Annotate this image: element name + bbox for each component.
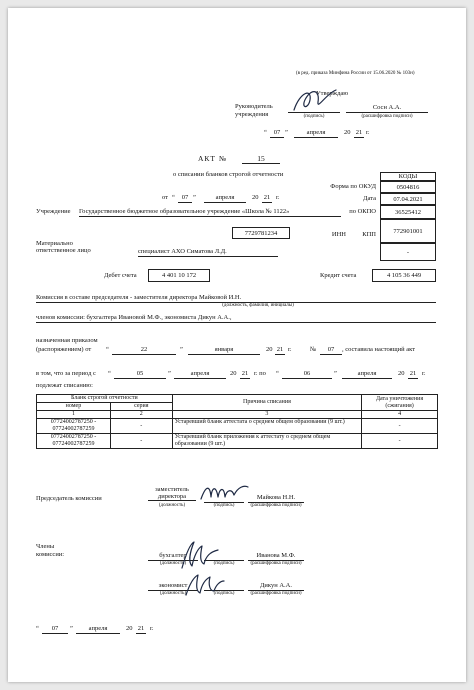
writeoff-table [36,394,438,449]
member-1-position: бухгалтер [148,552,198,561]
act-subtitle: о списании бланков строгой отчетности [173,171,284,178]
chair-position-caption: (должность) [158,503,186,508]
row-reason: Устаревший бланк приложения к аттестату о среднем общем образовании (9 шт.) [172,434,361,449]
blank-code: - [380,243,436,261]
order-year-suffix: г. [288,346,292,353]
approve-label: Утверждаю [316,90,349,97]
doc-date-prefix: от [162,194,169,201]
institution-name: Государственное бюджетное образовательное учреждение «Школа № 1122» [79,208,341,217]
member-2-position: экономист [148,582,198,591]
director-name: Сосн А.А. [346,104,428,113]
row-number: 07724002787250 - 07724002787259 [37,434,111,449]
member-2-position-caption: (должность) [159,591,187,596]
member-2-signature-caption: (подпись) [213,591,235,596]
member-1-position-caption: (должность) [159,561,187,566]
order-line2-label: (распоряжением) от [36,346,92,353]
chair-signature [198,479,250,505]
director-position: Руководитель учреждения [235,103,273,118]
order-line1: назначенная приказом [36,337,98,344]
order-year: 21 [276,346,284,353]
commission-caption: (должность, фамилия, инициалы) [222,303,294,308]
document-sheet: (в ред. приказа Минфина России от 15.06.2020 № 103н) Утверждаю Руководитель учреждения (подпись) Сосн А.А. (расшифровка подписи) “ 07 ” апреля 20 21 г. АКТ № 15 о списании бланков строгой отчетности КОДЫ 0504816 07.04.2021 36525412 772901001 - Форма по ОКУД Дата по ОКПО КПП от “ 07 ” апреля 20 21 г. Учреждение Государственное бюджетное образовательное учреждение «Школа № 1122» ИНН 7729781234 Материально ответственное лицо специалист АХО Симатова Л.Д. Дебет счета 4 401 10 172 Кредит счета 4 105 36 449 Комиссия в составе председателя - заместителя директора Майковой И.Н. (должность, фамилия, инициалы) членов комиссии: бухгалтера Ивановой М.Ф., экономиста Дикун А.А., назначенная приказом (распоряжением) от “ 22 ” января 20 21 г. № 07 , составила настоящий акт в том, что за период с “ 05 ” апреля 20 21 г. по “ 06 ” апреля 20 21 г. подлежат списанию: Бланк строгой отчетности Причина списания Дата уничтожения (сжигания) номер серия 1 2 3 4 07724002787250 - 07724002787259 - Устаревший бланк аттестата о среднем общем образовании (9 шт.) - 07724002787250 - 07724002787259 - Устаревший бланк приложения к аттестату о среднем общем образовании (9 шт.) - Председатель комиссии заместитель директора (должность) (подпись) Майкова Н.Н. (расшифровка подписи) Члены комиссии: бухгалтер (должность) (подпись) Иванова М.Ф. (расшифровка подписи) экономист (должность) (подпись) Дикун А.А. (расшифровка подписи) “ 07 ” апреля 20 21 г. [8,8,466,682]
okud-label: Форма по ОКУД [330,183,376,190]
debit-label: Дебет счета [104,272,137,279]
footer-year-prefix: 20 [126,625,133,632]
okpo-label: по ОКПО [349,208,376,215]
chair-name-caption: (расшифровка подписи) [250,503,302,508]
commission-text: Комиссия в составе председателя - заместителя директора Майковой И.Н. [36,294,436,303]
doc-date-month: апреля [204,194,246,203]
okud-code: 0504816 [380,181,436,193]
chair-name: Майкова Н.Н. [248,494,304,503]
table-col-date: Дата уничтожения (сжигания) [362,395,438,411]
row-date: - [362,434,438,449]
member-1-name: Иванова М.Ф. [248,552,304,561]
order-day: 22 [112,346,176,355]
doc-date-suffix: г. [276,194,280,201]
footer-year: 21 [137,625,145,632]
period-from-year-prefix: 20 [230,370,237,377]
approval-year: 21 [355,129,363,136]
table-col-series: серия [110,403,172,411]
commission-members: членов комиссии: бухгалтера Ивановой М.Ф., экономиста Дикун А.А., [36,314,436,323]
row-number: 07724002787250 - 07724002787259 [37,419,111,434]
approval-day: 07 [270,129,284,138]
doc-date-year: 21 [263,194,271,201]
responsible-name: специалист АХО Симатова Л.Д. [138,248,278,257]
director-signature-caption: (подпись) [303,114,325,119]
credit-value: 4 105 36 449 [372,269,436,282]
doc-date-year-prefix: 20 [252,194,259,201]
order-month: января [188,346,260,355]
date-label: Дата [363,195,376,202]
member-1-signature-caption: (подпись) [213,561,235,566]
approval-month: апреля [294,129,338,138]
member-1-name-caption: (расшифровка подписи) [250,561,302,566]
period-from-year: 21 [241,370,249,377]
order-number: 07 [320,346,342,355]
doc-date-day: 07 [178,194,192,203]
row-date: - [362,419,438,434]
table-index-cell: 4 [362,411,438,419]
footer-month: апреля [76,625,120,634]
codes-header: КОДЫ [380,172,436,181]
chair-signature-caption: (подпись) [213,503,235,508]
institution-label: Учреждение [36,208,71,215]
director-signature [290,84,342,116]
chair-label: Председатель комиссии [36,495,102,502]
kpp-code: 772901001 [380,219,436,243]
debit-value: 4 401 10 172 [148,269,210,282]
member-2-name: Дикун А.А. [248,582,304,591]
period-to-year-prefix: 20 [398,370,405,377]
period-to-label: г. по [254,370,266,377]
revision-note: (в ред. приказа Минфина России от 15.06.2020 № 103н) [296,71,415,76]
okpo-code: 36525412 [380,205,436,219]
period-to-month: апреля [342,370,392,379]
credit-label: Кредит счета [320,272,357,279]
table-group-header: Бланк строгой отчетности [37,395,173,403]
order-number-sign: № [310,346,317,353]
date-code: 07.04.2021 [380,193,436,205]
responsible-label: Материально ответственное лицо [36,240,91,254]
table-row [37,419,438,434]
act-number: 15 [242,155,280,164]
order-year-prefix: 20 [266,346,273,353]
table-row [37,434,438,449]
period-to-year: 21 [409,370,417,377]
table-col-reason: Причина списания [172,395,361,411]
period-from-month: апреля [174,370,226,379]
approval-year-prefix: 20 [344,129,351,136]
row-series: - [110,419,172,434]
inn-value: 7729781234 [232,227,290,239]
row-reason: Устаревший бланк аттестата о среднем общем образовании (9 шт.) [172,419,361,434]
subject-line: подлежат списанию: [36,382,93,389]
table-index-cell: 2 [110,411,172,419]
approval-year-suffix: г. [366,129,370,136]
act-label: АКТ № [198,154,228,163]
inn-label: ИНН [331,231,346,238]
table-index-cell: 3 [172,411,361,419]
member-2-name-caption: (расшифровка подписи) [250,591,302,596]
members-label: Члены комиссии: [36,543,65,558]
director-name-caption: (расшифровка подписи) [361,114,413,119]
table-col-number: номер [37,403,111,411]
footer-year-suffix: г. [150,625,154,632]
chair-position: заместитель директора [148,486,196,501]
period-to-day: 06 [282,370,332,379]
row-series: - [110,434,172,449]
table-index-cell: 1 [37,411,111,419]
period-lead: в том, что за период с [36,370,96,377]
period-from-day: 05 [114,370,166,379]
kpp-label: КПП [362,231,376,238]
period-to-year-suffix: г. [422,370,426,377]
footer-day: 07 [42,625,68,634]
order-tail: , составила настоящий акт [342,346,416,353]
